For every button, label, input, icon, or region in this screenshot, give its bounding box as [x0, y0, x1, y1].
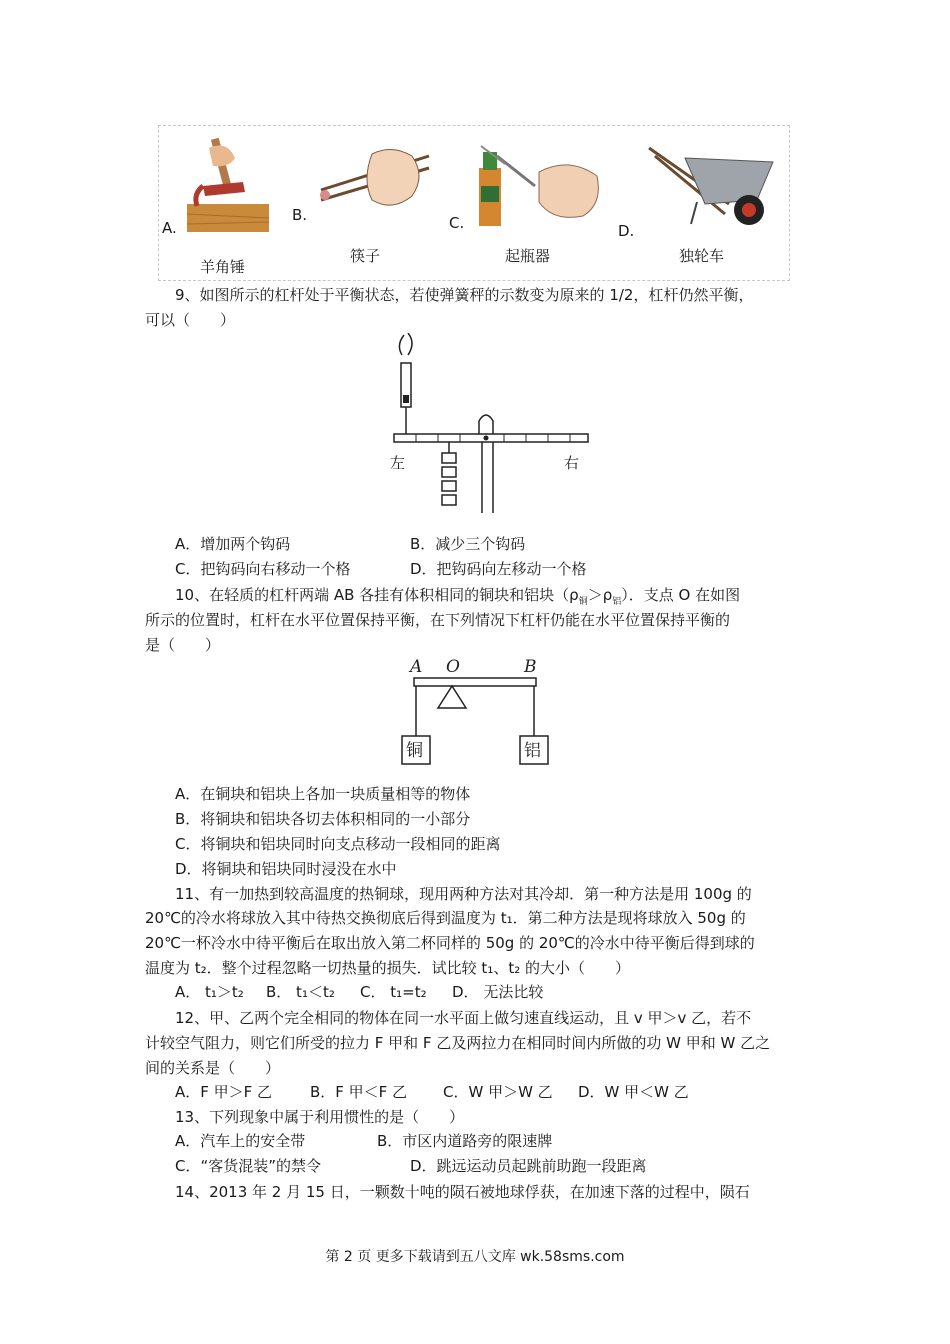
q8-option-c-letter: C.: [449, 214, 465, 232]
claw-hammer-icon: [187, 134, 272, 236]
q9-lever-figure: [386, 333, 594, 515]
q12-stem-line2: 计较空气阻力，则它们所受的拉力 F 甲和 F 乙及两拉力在相同时间内所做的功 W 甲和 W 乙之: [145, 1034, 771, 1052]
q9-stem-line2: 可以（ ）: [145, 311, 236, 329]
q11-option-a: A． t₁＞t₂: [175, 983, 244, 1001]
q12-option-c: C．W 甲＞W 乙: [443, 1083, 553, 1101]
q8-option-a-caption: 羊角锤: [200, 258, 246, 276]
q8-option-a-letter: A.: [162, 219, 177, 237]
q13-option-b: B．市区内道路旁的限速牌: [377, 1132, 553, 1150]
q11-option-d: D． 无法比较: [452, 983, 544, 1001]
q10-option-b: B．将铜块和铝块各切去体积相同的一小部分: [175, 810, 471, 828]
chopsticks-icon: [317, 144, 432, 216]
q10-stem-sub-cu: 铜: [578, 597, 588, 607]
q10-option-a: A．在铜块和铝块上各加一块质量相等的物体: [175, 785, 471, 803]
q9-stem-line1: 9、如图所示的杠杆处于平衡状态，若使弹簧秤的示数变为原来的 1/2，杠杆仍然平衡，: [175, 286, 754, 304]
q9-fig-right-label: 右: [564, 454, 580, 472]
q10-fig-label-b: B: [524, 657, 537, 677]
q8-option-b-caption: 筷子: [350, 247, 381, 265]
q10-option-c: C．将铜块和铝块同时向支点移动一段相同的距离: [175, 835, 501, 853]
q12-stem-line3: 间的关系是（ ）: [145, 1059, 281, 1077]
q10-stem-sub-al: 铝: [612, 597, 622, 607]
q9-option-d: D．把钩码向左移动一个格: [410, 560, 587, 578]
wheelbarrow-icon: [645, 144, 779, 230]
q10-fig-label-o: O: [446, 657, 460, 677]
q8-option-d-letter: D.: [618, 222, 635, 240]
bottle-opener-icon: [475, 142, 603, 228]
q14-stem-line1: 14、2013 年 2 月 15 日，一颗数十吨的陨石被地球俘获，在加速下落的过程中，陨石: [175, 1183, 750, 1201]
q10-option-d: D．将铜块和铝块同时浸没在水中: [175, 860, 397, 878]
q11-stem-line3: 20℃一杯冷水中待平衡后在取出放入第二杯同样的 50g 的 20℃的冷水中待平衡后得到球的: [145, 934, 755, 952]
q8-option-b-letter: B.: [292, 206, 308, 224]
q10-fig-aluminium-label: 铝: [524, 741, 541, 761]
q10-stem-line1-part2: ）．支点 O 在如图: [621, 586, 741, 604]
q8-option-d-caption: 独轮车: [679, 247, 725, 265]
q12-option-d: D．W 甲＜W 乙: [578, 1083, 689, 1101]
q8-option-c-caption: 起瓶器: [505, 247, 551, 265]
q10-fig-copper-label: 铜: [406, 741, 423, 761]
q12-stem-line1: 12、甲、乙两个完全相同的物体在同一水平面上做匀速直线运动，且 v 甲＞v 乙，若不: [175, 1009, 752, 1027]
q13-option-c: C．“客货混装”的禁令: [175, 1157, 322, 1175]
q8-options-box: [158, 125, 790, 281]
q9-option-a: A．增加两个钩码: [175, 535, 291, 553]
q10-stem-line1-part1: 10、在轻质的杠杆两端 AB 各挂有体积相同的铜块和铝块（ρ: [175, 586, 579, 604]
q11-option-c: C． t₁=t₂: [360, 983, 427, 1001]
q12-option-a: A．F 甲＞F 乙: [175, 1083, 273, 1101]
q11-stem-line4: 温度为 t₂．整个过程忽略一切热量的损失．试比较 t₁、t₂ 的大小（ ）: [145, 959, 630, 977]
page-footer: 第 2 页 更多下载请到五八文库 wk.58sms.com: [325, 1249, 625, 1265]
q11-stem-line1: 11、有一加热到较高温度的热铜球，现用两种方法对其冷却．第一种方法是用 100g 的: [175, 885, 752, 903]
q12-option-b: B．F 甲＜F 乙: [310, 1083, 408, 1101]
q13-stem-line1: 13、下列现象中属于利用惯性的是（ ）: [175, 1108, 465, 1126]
q9-option-b: B．减少三个钩码: [410, 535, 526, 553]
q10-fig-label-a: A: [410, 657, 423, 677]
q13-option-d: D．跳远运动员起跳前助跑一段距离: [410, 1157, 647, 1175]
q13-option-a: A．汽车上的安全带: [175, 1132, 306, 1150]
q9-option-c: C．把钩码向右移动一个格: [175, 560, 351, 578]
q11-option-b: B． t₁＜t₂: [266, 983, 335, 1001]
q10-stem-line3: 是（ ）: [145, 636, 221, 654]
q9-fig-left-label: 左: [390, 454, 406, 472]
q11-stem-line2: 20℃的冷水将球放入其中待热交换彻底后得到温度为 t₁．第二种方法是现将球放入 50g 的: [145, 909, 746, 927]
q10-stem-mid: ＞ρ: [587, 586, 613, 604]
q10-lever-figure: [398, 656, 554, 768]
q10-stem-line2: 所示的位置时，杠杆在水平位置保持平衡，在下列情况下杠杆仍能在水平位置保持平衡的: [145, 611, 731, 629]
